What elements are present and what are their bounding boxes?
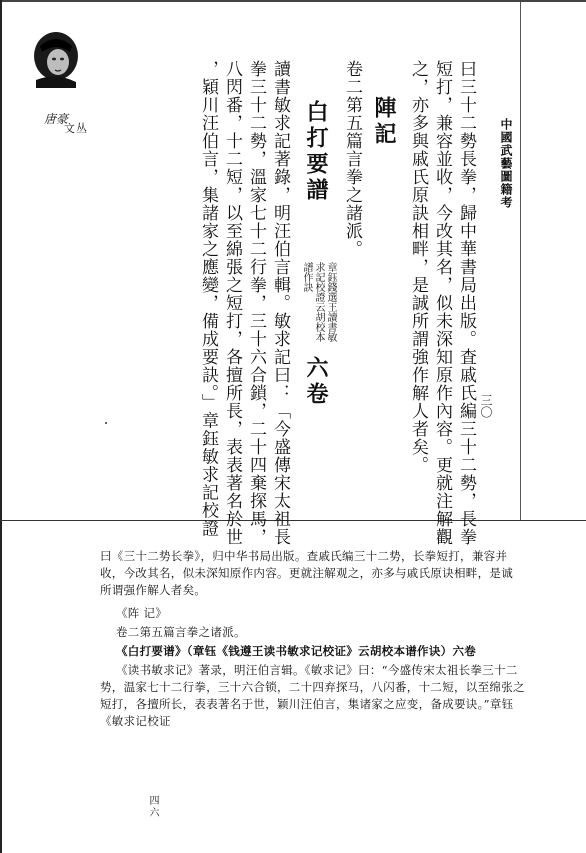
vertical-column: ，穎川汪伯言，集諸家之應變，備成要訣。」章鈺敏求記校證 xyxy=(198,60,218,538)
section-divider xyxy=(0,520,586,521)
horizontal-line: 《读书敏求记》著录，明汪伯言辑。《敏求记》曰：“今盛传宋太祖长拳三十二 xyxy=(116,663,518,677)
vertical-column: 短打，兼容並收，今改其名，似未深知原作內容。更就注解觀 xyxy=(432,60,452,546)
section-heading-zhenji: 陣記 xyxy=(371,96,397,148)
scan-speck xyxy=(105,422,107,424)
section-heading-baida: 白打要譜 xyxy=(303,100,329,204)
vertical-column: 之，亦多與戚氏原訣相畔，是誠所謂強作解人者矣。 xyxy=(408,60,428,474)
page-left-border xyxy=(0,0,2,853)
page-number-top: 三〇 xyxy=(479,394,493,418)
horizontal-line: 短打，各擅所长，表表著名于世，颖川汪伯言，集诸家之应变，备成要诀。”章钰 xyxy=(100,697,514,711)
vertical-column: 讀書敏求記著錄，明汪伯言輯。敏求記曰：「今盛傳宋太祖長 xyxy=(270,60,290,546)
horizontal-line: 曰《三十二势长拳》，归中华书局出版。查戚氏编三十二势，长拳短打，兼容并 xyxy=(100,549,508,563)
scan-right-edge xyxy=(520,2,521,520)
vertical-column: 曰三十二勢長拳，歸中華書局出版。査戚氏編三十二勢，長拳 xyxy=(456,60,476,546)
horizontal-line: 所谓强作解人者矣。 xyxy=(100,583,207,597)
book-title-header: 中國武藝圖籍考 xyxy=(499,118,513,209)
vertical-column: 卷二第五篇言拳之諸派。 xyxy=(342,60,362,258)
series-label: 文丛 xyxy=(64,122,88,135)
horizontal-line: 势，温家七十二行拳，三十六合锁，二十四弃探马，八闪番，十二短，以至绵张之 xyxy=(100,680,525,694)
annotation-note: 章鈺錢選王讀書敏求記校證云胡校本譜作訣 xyxy=(301,262,336,342)
series-mark xyxy=(44,112,94,152)
horizontal-line: 卷二第五篇言拳之诸派。 xyxy=(116,625,246,639)
horizontal-heading: 《阵 记》 xyxy=(116,606,168,620)
vertical-column: 八閃番，十二短，以至綿張之短打，各擅所長，表表著名於世 xyxy=(222,60,242,546)
signature-mark: 唐豪 xyxy=(44,112,69,126)
portrait-logo-icon xyxy=(30,28,82,88)
volume-count: 六卷 xyxy=(303,356,329,408)
horizontal-heading: 《白打要谱》（章钰《钱遵王读书敏求记校证》云胡校本谱作诀）六卷 xyxy=(116,644,477,658)
horizontal-line: 收，今改其名，似未深知原作内容。更就注解观之，亦多与戚氏原诀相畔，是诚 xyxy=(100,566,513,580)
vertical-column: 拳三十二勢，溫家七十二行拳，三十六合鎖，二十四棄探馬， xyxy=(246,60,266,546)
page-top-border xyxy=(0,0,586,2)
horizontal-line: 《敏求记校证 xyxy=(100,714,171,728)
page-number-bottom: 四六 xyxy=(147,795,158,819)
